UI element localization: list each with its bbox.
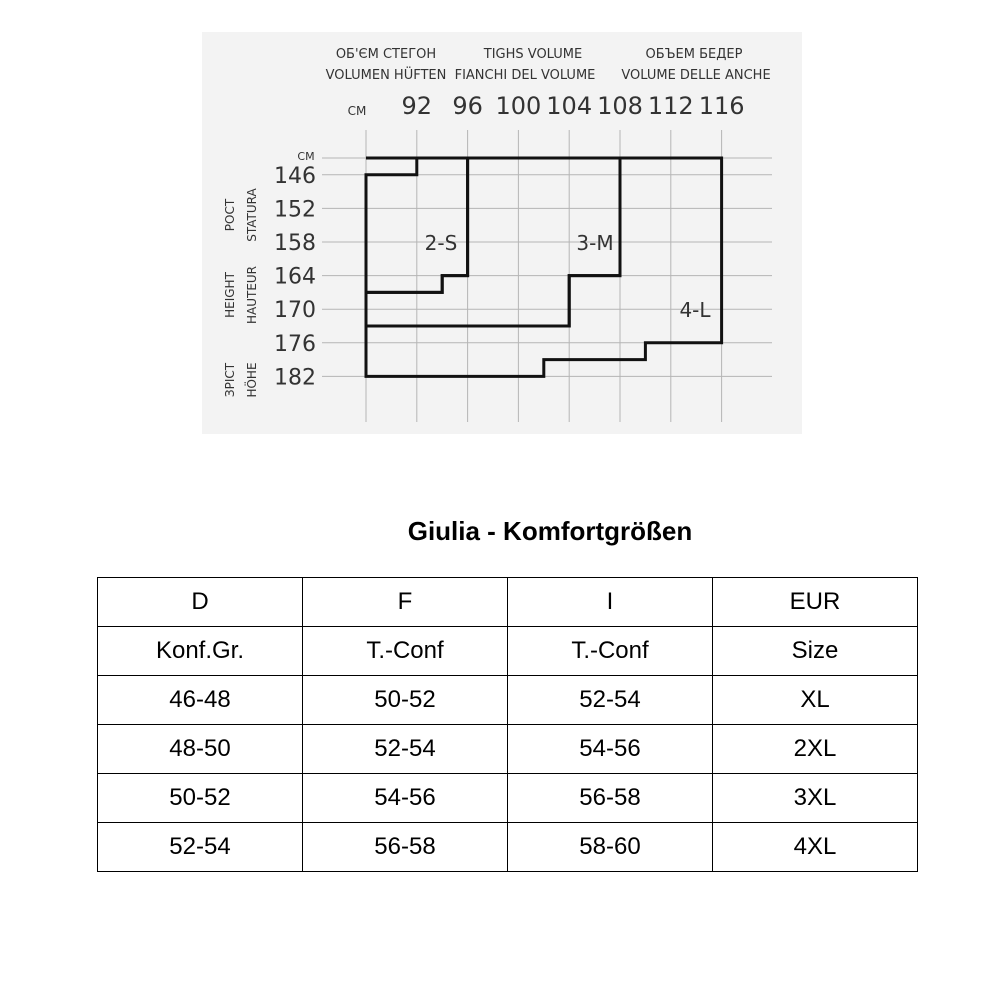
x-tick-label: 112 [647,92,694,120]
table-cell: Size [713,627,918,676]
y-tick-label: 176 [274,331,316,357]
table-cell: 50-52 [303,676,508,725]
table-cell: 52-54 [303,725,508,774]
y-unit-label: CM [297,150,315,163]
size-conversion-table [97,577,918,872]
height-label-it: STATURA [245,188,259,242]
table-cell: 56-58 [303,823,508,872]
table-title: Giulia - Komfortgrößen [407,516,693,546]
height-label-en: HEIGHT [223,272,237,318]
table-subheader-row [98,627,918,676]
table-cell: 56-58 [508,774,713,823]
table-cell: I [508,578,713,627]
hip-header-ru: ОБЪЕМ БЕДЕР [645,47,743,62]
x-tick-label: 104 [546,92,593,120]
hip-header-de: VOLUMEN HÜFTEN [325,68,447,83]
table-row [98,823,918,872]
x-tick-label: 108 [597,92,643,120]
table-cell: T.-Conf [508,627,713,676]
table-row [98,774,918,823]
size-label-4l: 4-L [679,298,711,322]
hip-header-en: TIGHS VOLUME [483,47,583,62]
table-cell: 4XL [713,823,918,872]
size-chart [0,0,1003,500]
table-cell: 3XL [713,774,918,823]
table-cell: T.-Conf [303,627,508,676]
x-unit-label: CM [347,104,367,118]
height-label-ru: ЗРІСТ [223,362,237,398]
table-cell: 58-60 [508,823,713,872]
hip-header-ua: ОБ'ЄМ СТЕГОН [335,47,437,62]
table-cell: 2XL [713,725,918,774]
size-label-3m: 3-M [576,231,614,255]
height-label-de: HÖHE [245,362,259,398]
table-row [98,676,918,725]
x-tick-label: 92 [401,92,433,120]
x-tick-label: 116 [698,92,745,120]
size-region-4-l [366,158,722,376]
hip-header-it: FIANCHI DEL VOLUME [454,68,596,83]
height-label-fr: HAUTEUR [245,265,259,325]
x-tick-label: 100 [495,92,542,120]
table-cell: F [303,578,508,627]
table-cell: XL [713,676,918,725]
y-tick-label: 152 [274,197,316,223]
hip-header-fr: VOLUME DELLE ANCHE [621,68,771,83]
table-cell: 54-56 [303,774,508,823]
table-cell: 54-56 [508,725,713,774]
table-header-row [98,578,918,627]
y-tick-label: 158 [274,231,316,256]
y-tick-label: 170 [274,298,316,324]
table-cell: D [98,578,303,627]
x-tick-label: 96 [452,92,483,120]
table-cell: 48-50 [98,725,303,774]
y-tick-label: 164 [274,264,316,290]
y-tick-label: 182 [274,365,316,391]
table-cell: EUR [713,578,918,627]
table-cell: Konf.Gr. [98,627,303,676]
table-row [98,725,918,774]
table-cell: 50-52 [98,774,303,823]
table-cell: 52-54 [98,823,303,872]
size-label-2s: 2-S [424,231,458,255]
table-cell: 46-48 [98,676,303,725]
table-cell: 52-54 [508,676,713,725]
y-tick-label: 146 [274,163,316,189]
height-label-ua: POCT [223,198,237,232]
